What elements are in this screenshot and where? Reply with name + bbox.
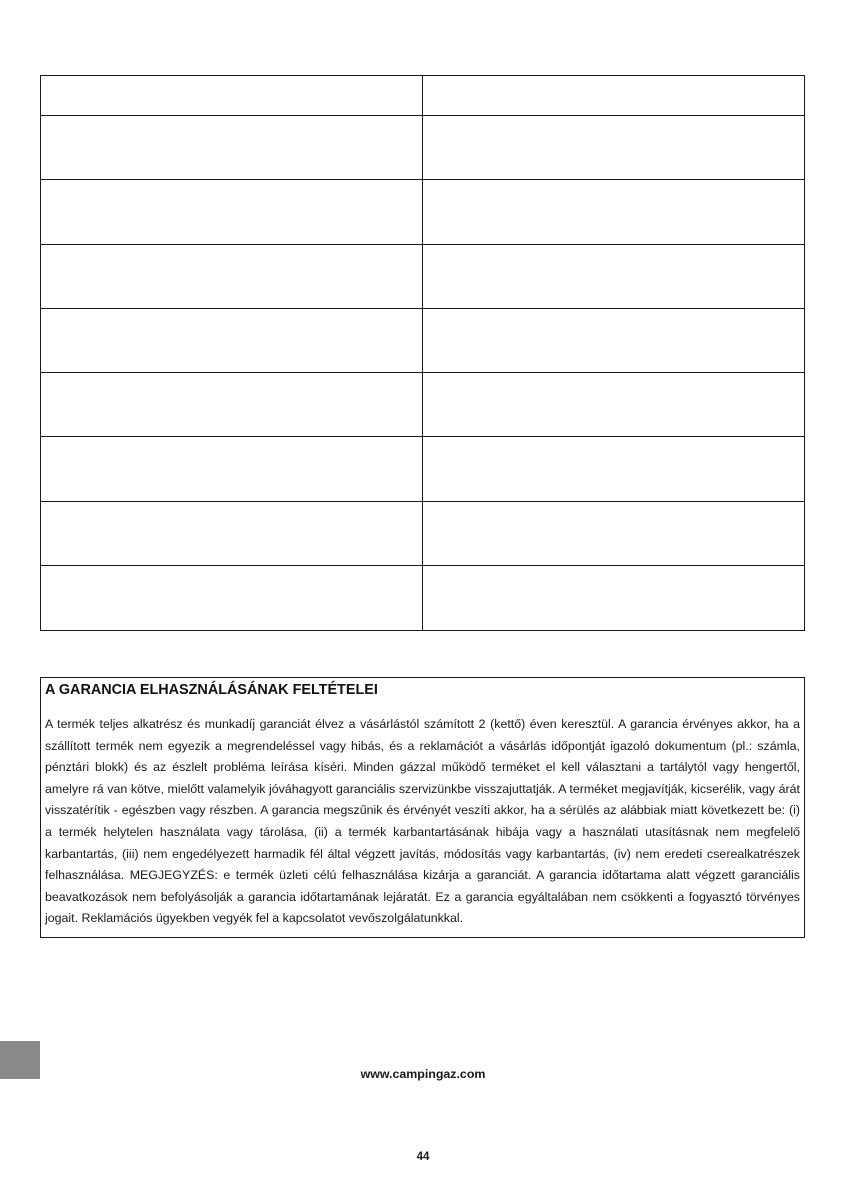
form-cell bbox=[423, 437, 804, 501]
form-cell bbox=[41, 309, 423, 373]
form-cell bbox=[423, 76, 804, 116]
form-cell bbox=[41, 116, 423, 180]
form-cell bbox=[423, 502, 804, 566]
blank-form-table bbox=[40, 75, 805, 631]
form-cell bbox=[423, 373, 804, 437]
form-cell bbox=[423, 566, 804, 630]
form-cell bbox=[41, 373, 423, 437]
form-cell bbox=[41, 76, 423, 116]
form-cell bbox=[423, 309, 804, 373]
form-cell bbox=[423, 245, 804, 309]
warranty-conditions-box bbox=[40, 677, 805, 938]
warranty-title: A GARANCIA ELHASZNÁLÁSÁNAK FELTÉTELEI bbox=[45, 682, 378, 698]
website-link: www.campingaz.com bbox=[360, 1067, 486, 1081]
form-cell bbox=[41, 566, 423, 630]
form-cell bbox=[41, 502, 423, 566]
form-cell bbox=[423, 116, 804, 180]
page-number: 44 bbox=[416, 1151, 430, 1163]
form-cell bbox=[41, 180, 423, 244]
form-cell bbox=[41, 245, 423, 309]
form-cell bbox=[41, 437, 423, 501]
form-cell bbox=[423, 180, 804, 244]
warranty-body: A termék teljes alkatrész és munkadíj garanciát élvez a vásárlástól számított 2 (kettő) éven keresztül. A garancia érvényes akkor, ha a szállított termék nem egyezik a megrendeléssel vagy hibás, és a reklamációt a vásárlás időpontját igazoló dokumentum (pl.: számla, pénztári blokk) és az észlelt probléma leírása kíséri. Minden gázzal működő terméket el kell választani a tartálytól vagy hengertől, amelyre rá van kötve, mielőtt valamelyik jóváhagyott garanciális szervizünkbe visszajuttatják. A terméket megjavítják, kicserélik, vagy árát visszatérítik - egészben vagy részben. A garancia megszűnik és érvényét veszíti akkor, ha a sérülés az alábbiak miatt következett be: (i) a termék helytelen használata vagy tárolása, (ii) a termék karbantartásának hibája vagy a használati utasításnak nem megfelelő karbantartás, (iii) nem engedélyezett harmadik fél által végzett javítás, módosítás vagy karbantartás, (iv) nem eredeti cserealkatrészek felhasználása. MEGJEGYZÉS: e termék üzleti célú felhasználása kizárja a garanciát. A garancia időtartama alatt végzett garanciális beavatkozások nem befolyásolják a garancia időtartamának lejáratát. Ez a garancia egyáltalában nem csökkenti a fogyasztó törvényes jogait. Reklamációs ügyekben vegyék fel a kapcsolatot vevőszolgálatunkkal. bbox=[45, 717, 800, 926]
